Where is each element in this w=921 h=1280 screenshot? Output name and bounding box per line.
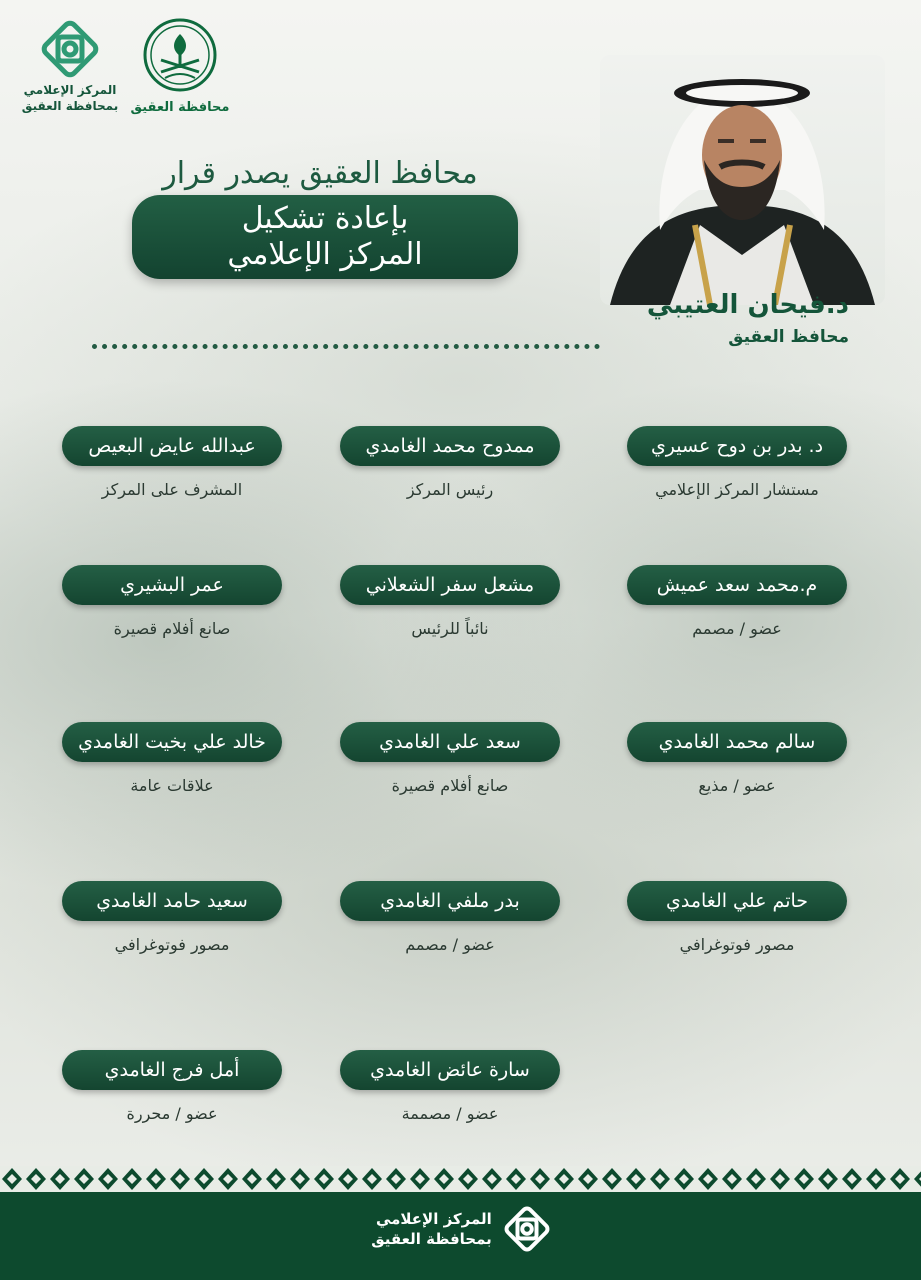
member-card [62, 881, 282, 954]
member-name: عمر البشيري [62, 565, 282, 605]
member-name: أمل فرج الغامدي [62, 1050, 282, 1090]
member-name: سالم محمد الغامدي [627, 722, 847, 762]
member-name: ممدوح محمد الغامدي [340, 426, 560, 466]
member-role: نائباً للرئيس [411, 619, 489, 638]
member-role: صانع أفلام قصيرة [391, 776, 509, 795]
member-role: عضو / مصممة [401, 1104, 499, 1123]
governorate-label: محافظة العقيق [130, 100, 230, 115]
media-center-logo-line1: المركز الإعلامي [23, 83, 117, 97]
media-center-logo-icon [41, 20, 99, 78]
member-card [62, 426, 282, 499]
footer [0, 1166, 921, 1280]
member-name: مشعل سفر الشعلاني [340, 565, 560, 605]
media-center-logo [20, 20, 120, 114]
member-card [340, 881, 560, 954]
member-card [627, 426, 847, 499]
member-role: مستشار المركز الإعلامي [655, 480, 819, 499]
member-role: رئيس المركز [406, 480, 494, 499]
member-card [627, 881, 847, 954]
saudi-emblem-icon [141, 16, 219, 94]
headline: محافظ العقيق يصدر قرار [162, 156, 478, 191]
member-role: مصور فوتوغرافي [679, 935, 795, 954]
member-role: عضو / مصمم [405, 935, 495, 954]
member-card [62, 565, 282, 638]
member-name: سارة عائض الغامدي [340, 1050, 560, 1090]
member-role: علاقات عامة [130, 776, 214, 795]
member-name: سعيد حامد الغامدي [62, 881, 282, 921]
member-card [340, 1050, 560, 1123]
member-card [62, 1050, 282, 1123]
member-name: خالد علي بخيت الغامدي [62, 722, 282, 762]
headline-pill [132, 195, 518, 279]
member-name: د. بدر بن دوح عسيري [627, 426, 847, 466]
member-card [340, 722, 560, 795]
member-role: المشرف على المركز [101, 480, 243, 499]
member-role: عضو / مذيع [698, 776, 776, 795]
footer-text [371, 1209, 492, 1249]
footer-pattern [0, 1166, 921, 1192]
member-name: بدر ملفي الغامدي [340, 881, 560, 921]
member-card [340, 565, 560, 638]
governorate-logo [130, 16, 230, 115]
footer-brand [0, 1206, 921, 1252]
governor-name: د.فيحان العتيبي [646, 290, 849, 320]
governor-portrait [600, 55, 885, 305]
member-role: مصور فوتوغرافي [114, 935, 230, 954]
member-role: صانع أفلام قصيرة [113, 619, 231, 638]
governor-title: محافظ العقيق [728, 327, 849, 347]
headline-line2: بإعادة تشكيل [241, 201, 409, 236]
member-name: حاتم علي الغامدي [627, 881, 847, 921]
media-center-logo-line2: بمحافظة العقيق [21, 99, 119, 113]
member-role: عضو / محررة [126, 1104, 218, 1123]
footer-line2: بمحافظة العقيق [371, 1230, 492, 1248]
member-name: عبدالله عايض البعيص [62, 426, 282, 466]
member-role: عضو / مصمم [692, 619, 782, 638]
headline-line3: المركز الإعلامي [227, 237, 423, 272]
member-card [627, 565, 847, 638]
member-card [62, 722, 282, 795]
member-name: م.محمد سعد عميش [627, 565, 847, 605]
portrait-illustration [600, 55, 885, 305]
dotted-divider [92, 344, 600, 349]
member-card [340, 426, 560, 499]
member-card [627, 722, 847, 795]
media-center-logo-icon [504, 1206, 550, 1252]
footer-line1: المركز الإعلامي [375, 1210, 492, 1228]
member-name: سعد علي الغامدي [340, 722, 560, 762]
